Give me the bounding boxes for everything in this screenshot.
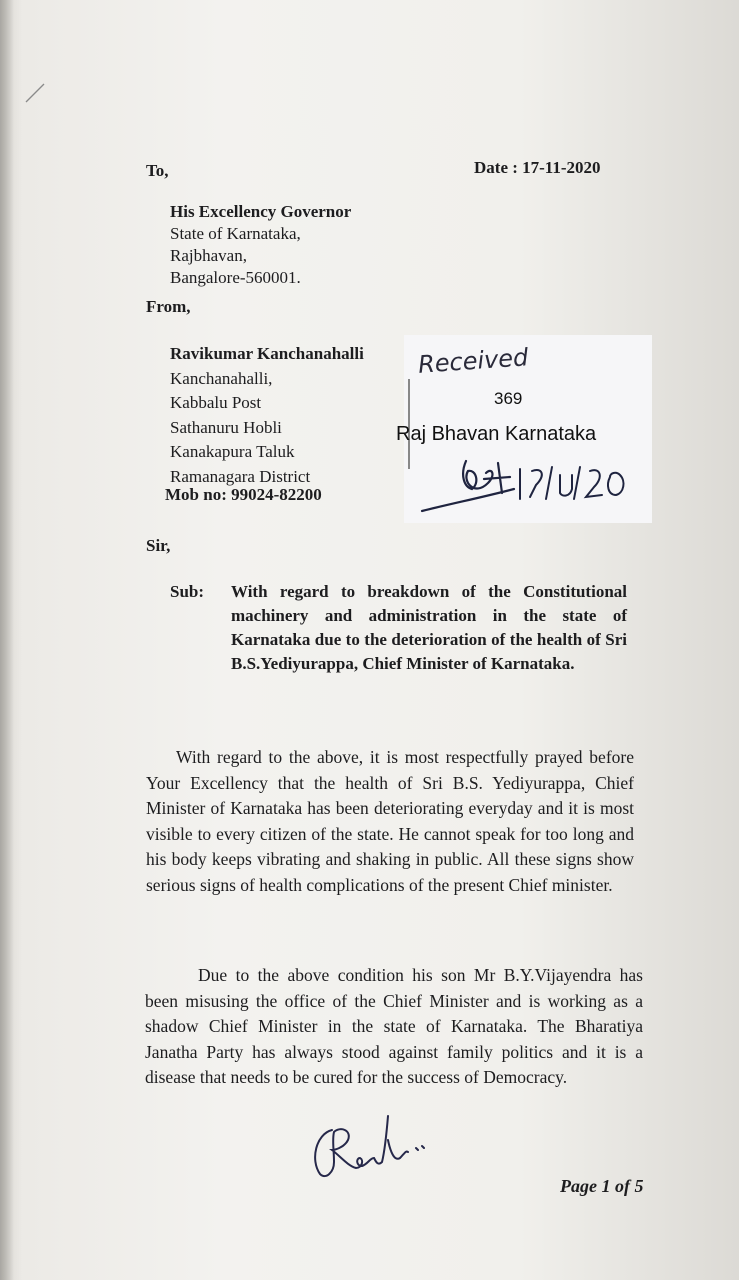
sender-line-2: Kabbalu Post xyxy=(170,393,262,412)
salutation: Sir, xyxy=(146,536,171,555)
page-number: Page 1 of 5 xyxy=(560,1176,644,1196)
subject-label: Sub: xyxy=(170,582,205,601)
subject-text: With regard to breakdown of the Constitutional machinery and administration in the state of Karnataka due to the deterioration of the health of Sri B.S.Yediyurappa, Chief Minister of Karnataka. xyxy=(231,582,627,673)
pen-mark xyxy=(22,78,52,108)
recipient-address xyxy=(170,201,351,289)
sender-signature xyxy=(304,1110,434,1186)
stamp-number: 369 xyxy=(494,389,523,408)
to-label: To, xyxy=(146,161,169,180)
sender-line-5: Ramanagara District xyxy=(170,466,311,486)
sender-line-3: Sathanuru Hobli xyxy=(170,417,282,437)
sender-address xyxy=(170,342,364,489)
sender-line-1: Kanchanahalli, xyxy=(170,368,273,388)
body-paragraph-1: With regard to the above, it is most respectfully prayed before Your Excellency that the health of Sri B.S. Yediyurappa, Chief Minister of Karnataka has been deteriorating everyday and it is most visible to every citizen of the state. He cannot speak for too long and his body keeps vibrating and shaking in public. All these signs show serious signs of health complications of the present Chief minister. xyxy=(146,747,634,895)
letter-date: Date : 17-11-2020 xyxy=(474,158,601,177)
page-edge-shadow xyxy=(0,0,14,1280)
from-label: From, xyxy=(146,297,191,316)
received-stamp xyxy=(396,335,652,523)
recipient-name: His Excellency Governor xyxy=(170,202,352,221)
recipient-line-1: State of Karnataka, xyxy=(170,224,301,243)
recipient-line-2: Rajbhavan, xyxy=(170,246,247,265)
body-paragraph-2: Due to the above condition his son Mr B.Y.Vijayendra has been misusing the office of the Chief Minister and is working as a shadow Chief Minister in the state of Karnataka. The Bharatiya Janatha Party has always stood against family politics and it is a disease that needs to be cured for the success of Democracy. xyxy=(145,965,643,1087)
sender-line-4: Kanakapura Taluk xyxy=(170,442,295,461)
sender-mobile: Mob no: 99024-82200 xyxy=(165,485,322,504)
stamp-received-text: Received xyxy=(417,343,530,379)
sender-name: Ravikumar Kanchanahalli xyxy=(170,344,364,363)
stamp-office: Raj Bhavan Karnataka xyxy=(396,423,597,445)
stamp-signature-date xyxy=(414,453,644,517)
recipient-line-3: Bangalore-560001. xyxy=(170,268,301,287)
